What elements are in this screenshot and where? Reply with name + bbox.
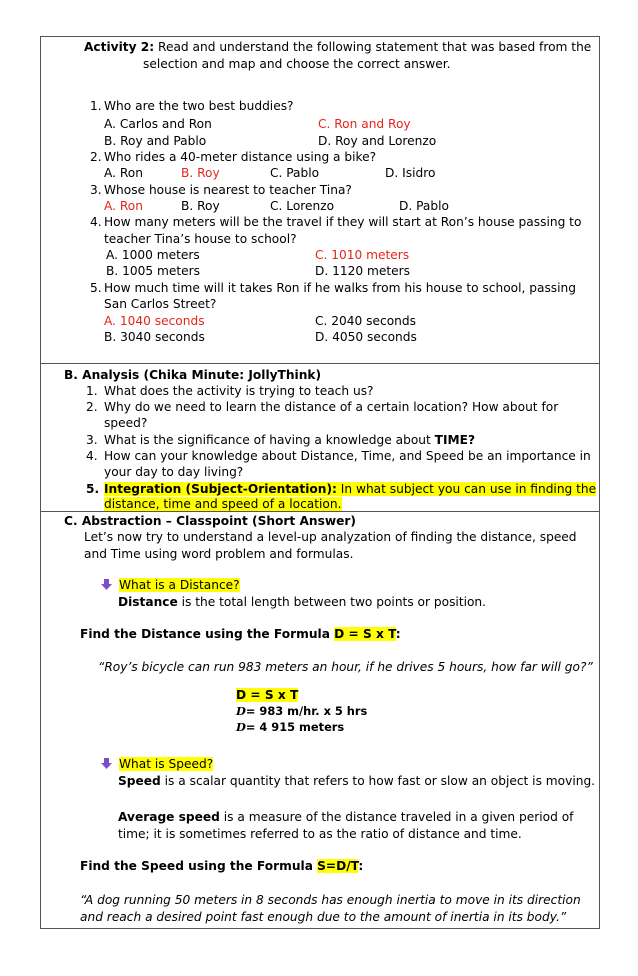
abstraction-intro: Let’s now try to understand a level-up analyzation of finding the distance, speed	[84, 530, 577, 544]
option-c-answer: C. 1010 meters	[315, 248, 410, 262]
question-text-cont: San Carlos Street?	[104, 297, 217, 311]
instruction-text: Read and understand the following statement that was based from the	[154, 40, 592, 54]
speed-term: Speed	[118, 774, 161, 788]
solution-line	[236, 687, 298, 703]
integration-text-cont: distance, time and speed of a location.	[104, 497, 342, 511]
option-b: B. 3040 seconds	[104, 330, 205, 344]
solution-var: D	[236, 720, 246, 734]
analysis-item-bold: TIME?	[434, 433, 476, 447]
option-b: B. Roy	[181, 199, 220, 213]
option-a-answer: A. Ron	[104, 199, 143, 213]
analysis-num: 5.	[86, 482, 100, 496]
option-d: D. Pablo	[399, 199, 449, 213]
avg-speed-definition-cont: time; it is sometimes referred to as the ratio of distance and time.	[118, 827, 522, 841]
formula-colon: :	[395, 627, 401, 641]
analysis-item-text-cont: speed?	[104, 416, 148, 430]
distance-term: Distance	[118, 595, 178, 609]
formula-colon: :	[358, 859, 364, 873]
option-c: C. Pablo	[270, 166, 320, 180]
speed-def-text: is a scalar quantity that refers to how fast or slow an object is moving.	[160, 774, 596, 788]
question-text: How many meters will be the travel if they will start at Ron’s house passing to	[104, 215, 582, 229]
speed-question-text: What is Speed?	[119, 757, 214, 771]
analysis-item-text-cont: your day to day living?	[104, 465, 244, 479]
avg-speed-definition	[118, 809, 573, 825]
question-number: 3.	[90, 183, 102, 197]
question-text-cont: teacher Tina’s house to school?	[104, 232, 297, 246]
question-text: Who are the two best buddies?	[104, 99, 294, 113]
distance-definition	[118, 594, 486, 610]
option-c: C. Lorenzo	[270, 199, 335, 213]
arrow-down-icon	[100, 757, 113, 770]
distance-formula: D = S x T	[334, 627, 396, 641]
formula-label: Find the Speed using the Formula	[80, 859, 318, 873]
distance-question	[100, 577, 240, 593]
option-a-answer: A. 1040 seconds	[104, 314, 205, 328]
question-number: 2.	[90, 150, 102, 164]
option-a: A. Ron	[104, 166, 143, 180]
distance-formula-line	[80, 626, 401, 642]
arrow-down-icon	[100, 578, 113, 591]
speed-formula: S=D/T	[317, 859, 359, 873]
option-d: D. Isidro	[385, 166, 436, 180]
distance-problem: “Roy’s bicycle can run 983 meters an hour, if he drives 5 hours, how far will go?”	[98, 660, 593, 674]
solution-step: = 983 m/hr. x 5 hrs	[245, 704, 368, 718]
analysis-item-text: How can your knowledge about Distance, Time, and Speed be an importance in	[104, 449, 591, 463]
option-d: D. 4050 seconds	[315, 330, 417, 344]
speed-formula-line	[80, 858, 363, 874]
solution-formula: D = S x T	[236, 688, 299, 702]
analysis-item-text: What does the activity is trying to teach us?	[104, 384, 374, 398]
distance-def-text: is the total length between two points or position.	[177, 595, 487, 609]
analysis-item-integration-cont	[104, 496, 342, 512]
question-number: 5.	[90, 281, 102, 295]
distance-question-text: What is a Distance?	[119, 578, 240, 592]
option-d: D. Roy and Lorenzo	[318, 134, 437, 148]
activity-label: Activity 2:	[84, 40, 155, 54]
analysis-num: 3.	[86, 433, 98, 447]
integration-label: Integration (Subject-Orientation):	[104, 482, 337, 496]
abstraction-intro-cont: and Time using word problem and formulas.	[84, 547, 354, 561]
question-number: 4.	[90, 215, 102, 229]
option-b-answer: B. Roy	[181, 166, 220, 180]
integration-text: In what subject you can use in finding the	[336, 482, 597, 496]
option-c-answer: C. Ron and Roy	[318, 117, 411, 131]
option-d: D. 1120 meters	[315, 264, 411, 278]
analysis-item-text: Why do we need to learn the distance of a certain location? How about for	[104, 400, 559, 414]
analysis-num: 1.	[86, 384, 98, 398]
option-a: A. Carlos and Ron	[104, 117, 212, 131]
question-text: Who rides a 40-meter distance using a bike?	[104, 150, 377, 164]
analysis-item-integration	[104, 481, 596, 497]
solution-line	[236, 703, 367, 719]
speed-definition	[118, 773, 595, 789]
speed-problem: “A dog running 50 meters in 8 seconds has enough inertia to move in its direction	[80, 893, 581, 907]
formula-label: Find the Distance using the Formula	[80, 627, 335, 641]
activity-instruction	[84, 39, 591, 55]
analysis-item-pre: What is the significance of having a knowledge about	[104, 433, 435, 447]
abstraction-heading: C. Abstraction – Classpoint (Short Answer)	[64, 514, 356, 528]
analysis-item-text	[104, 432, 475, 448]
solution-var: D	[236, 704, 246, 718]
speed-problem-cont: and reach a desired point fast enough due to the amount of inertia in its body.”	[80, 910, 567, 924]
question-number: 1.	[90, 99, 102, 113]
avg-speed-def-text: is a measure of the distance traveled in a given period of	[219, 810, 574, 824]
analysis-num: 4.	[86, 449, 98, 463]
speed-question	[100, 756, 213, 772]
option-b: B. 1005 meters	[106, 264, 201, 278]
analysis-heading: B. Analysis (Chika Minute: JollyThink)	[64, 368, 322, 382]
avg-speed-term: Average speed	[118, 810, 220, 824]
option-b: B. Roy and Pablo	[104, 134, 207, 148]
option-a: A. 1000 meters	[106, 248, 200, 262]
option-c: C. 2040 seconds	[315, 314, 416, 328]
question-text: Whose house is nearest to teacher Tina?	[104, 183, 352, 197]
analysis-num: 2.	[86, 400, 98, 414]
question-text: How much time will it takes Ron if he walks from his house to school, passing	[104, 281, 577, 295]
solution-line	[236, 719, 344, 735]
solution-result: = 4 915 meters	[245, 720, 345, 734]
activity-instruction-line2: selection and map and choose the correct answer.	[143, 57, 451, 71]
